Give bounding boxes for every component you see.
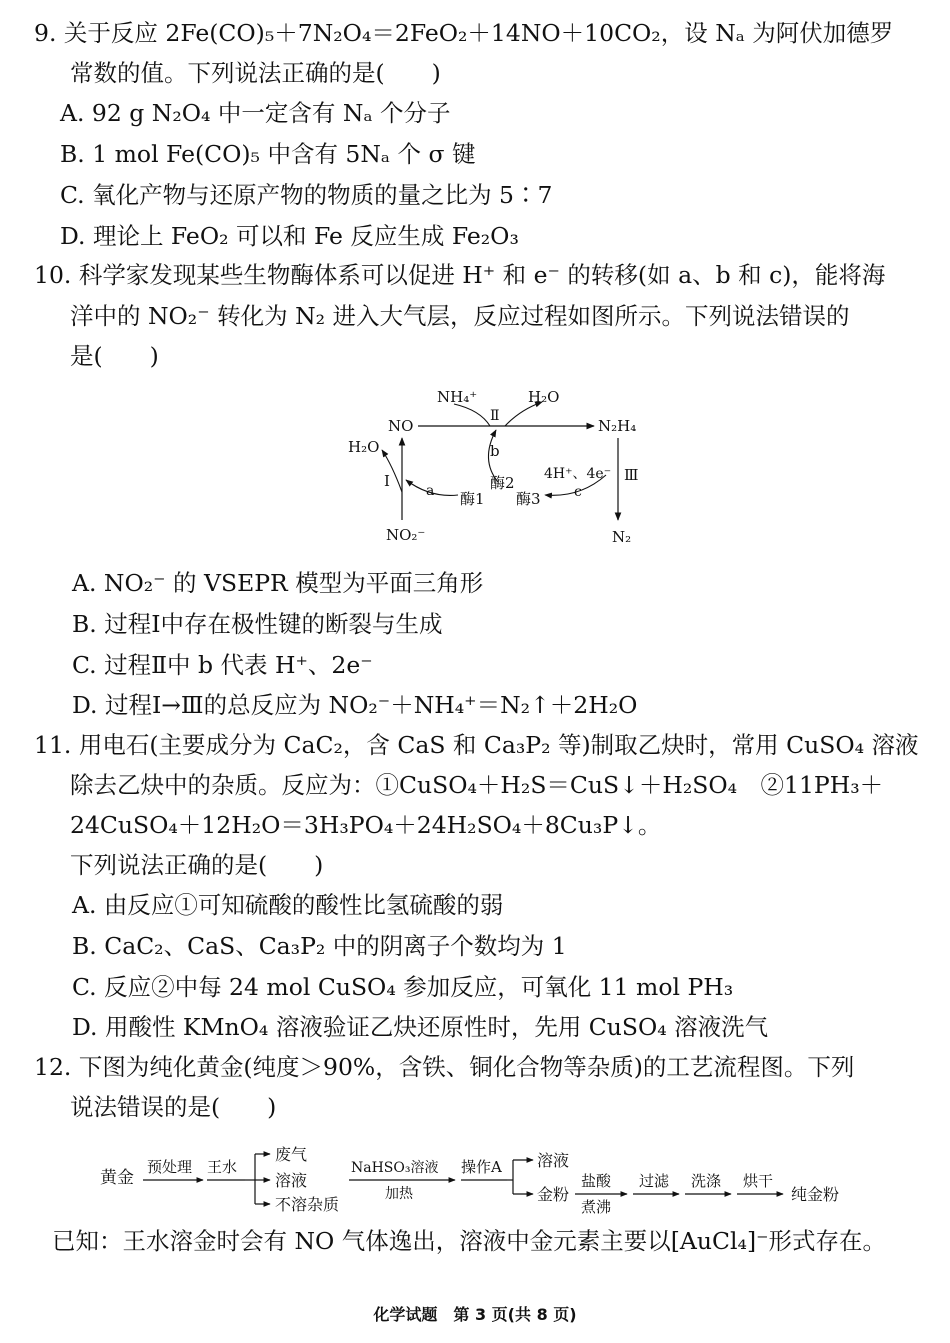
diagram-b: b xyxy=(490,442,500,460)
flow-waste-gas: 废气 xyxy=(275,1145,308,1164)
flow-wash: 洗涤 xyxy=(691,1172,722,1190)
diagram-a: a xyxy=(426,483,435,499)
page-footer: 化学试题 第 3 页(共 8 页) xyxy=(373,1305,577,1324)
flow-op-a: 操作A xyxy=(461,1158,502,1176)
q9-option-b: B. 1 mol Fe(CO)₅ 中含有 5Nₐ 个 σ 键 xyxy=(60,140,476,168)
flow-aqua-regia: 王水 xyxy=(207,1158,238,1176)
q11-option-b: B. CaC₂、CaS、Ca₃P₂ 中的阴离子个数均为 1 xyxy=(72,932,567,960)
diagram-enzyme1: 酶1 xyxy=(460,490,485,508)
diagram-h2o-top: H₂O xyxy=(528,388,560,406)
q10-option-a: A. NO₂⁻ 的 VSEPR 模型为平面三角形 xyxy=(72,569,484,597)
q10-stem-line3: 是( ) xyxy=(70,342,159,370)
q9-option-c: C. 氧化产物与还原产物的物质的量之比为 5∶7 xyxy=(60,181,553,209)
diagram-enzyme2: 酶2 xyxy=(490,474,515,492)
flow-gold-powder: 金粉 xyxy=(537,1185,570,1204)
diagram-nh4: NH₄⁺ xyxy=(437,388,478,406)
q12-known-note: 已知：王水溶金时会有 NO 气体逸出，溶液中金元素主要以[AuCl₄]⁻形式存在。 xyxy=(52,1227,887,1255)
diagram-no: NO xyxy=(388,417,414,435)
diagram-h2o-left: H₂O xyxy=(348,438,380,456)
q9-stem-line2: 常数的值。下列说法正确的是( ) xyxy=(70,59,441,87)
q11-stem-line1: 11. 用电石(主要成分为 CaC₂，含 CaS 和 Ca₃P₂ 等)制取乙炔时，常用 CuSO₄ 溶液 xyxy=(34,731,919,759)
diagram-h-e-label: 4H⁺、4e⁻ xyxy=(544,466,612,482)
diagram-roman3: Ⅲ xyxy=(624,466,639,484)
diagram-roman2: Ⅱ xyxy=(490,408,500,424)
flow-pure-gold: 纯金粉 xyxy=(791,1185,840,1204)
flow-pretreat: 预处理 xyxy=(147,1158,193,1176)
flow-gold: 黄金 xyxy=(100,1168,134,1188)
q9-option-d: D. 理论上 FeO₂ 可以和 Fe 反应生成 Fe₂O₃ xyxy=(60,222,519,250)
diagram-enzyme3: 酶3 xyxy=(516,490,541,508)
q11-option-d: D. 用酸性 KMnO₄ 溶液验证乙炔还原性时，先用 CuSO₄ 溶液洗气 xyxy=(72,1013,769,1041)
q12-stem-line2: 说法错误的是( ) xyxy=(70,1093,277,1121)
diagram-c: c xyxy=(574,484,582,500)
flow-heat: 加热 xyxy=(385,1186,413,1202)
diagram-roman1: Ⅰ xyxy=(384,472,390,490)
q10-stem-line2: 洋中的 NO₂⁻ 转化为 N₂ 进入大气层，反应过程如图所示。下列说法错误的 xyxy=(70,302,850,330)
diagram-n2: N₂ xyxy=(612,528,632,546)
q12-stem-line1: 12. 下图为纯化黄金(纯度＞90%，含铁、铜化合物等杂质)的工艺流程图。下列 xyxy=(34,1053,855,1081)
q11-stem-line3: 24CuSO₄＋12H₂O＝3H₃PO₄＋24H₂SO₄＋8Cu₃P↓。 xyxy=(70,811,662,839)
flow-solution2: 溶液 xyxy=(537,1151,570,1170)
q11-stem-line4: 下列说法正确的是( ) xyxy=(70,851,324,879)
q10-stem-line1: 10. 科学家发现某些生物酶体系可以促进 H⁺ 和 e⁻ 的转移(如 a、b 和 c)，能将海 xyxy=(34,261,886,289)
q9-option-a: A. 92 g N₂O₄ 中一定含有 Nₐ 个分子 xyxy=(60,99,451,127)
q10-reaction-diagram xyxy=(330,380,650,550)
diagram-no2: NO₂⁻ xyxy=(386,526,426,544)
flow-hcl: 盐酸 xyxy=(581,1172,612,1190)
q10-option-c: C. 过程Ⅱ中 b 代表 H⁺、2e⁻ xyxy=(72,651,373,679)
diagram-n2h4: N₂H₄ xyxy=(598,417,637,435)
q11-option-a: A. 由反应①可知硫酸的酸性比氢硫酸的弱 xyxy=(72,891,504,919)
q10-option-b: B. 过程Ⅰ中存在极性键的断裂与生成 xyxy=(72,610,443,638)
flow-filter: 过滤 xyxy=(639,1172,670,1190)
q10-option-d: D. 过程Ⅰ→Ⅲ的总反应为 NO₂⁻＋NH₄⁺＝N₂↑＋2H₂O xyxy=(72,691,638,719)
flow-insoluble: 不溶杂质 xyxy=(275,1195,340,1214)
flow-solution: 溶液 xyxy=(275,1171,308,1190)
flow-boil: 煮沸 xyxy=(581,1198,612,1216)
flow-nahso3: NaHSO₃溶液 xyxy=(351,1160,439,1176)
q11-stem-line2: 除去乙炔中的杂质。反应为：①CuSO₄＋H₂S＝CuS↓＋H₂SO₄ ②11PH₃＋ xyxy=(70,771,884,799)
q12-process-flowchart xyxy=(95,1138,865,1220)
q11-option-c: C. 反应②中每 24 mol CuSO₄ 参加反应，可氧化 11 mol PH₃ xyxy=(72,973,734,1001)
flow-dry: 烘干 xyxy=(743,1172,774,1190)
q9-stem-line1: 9. 关于反应 2Fe(CO)₅＋7N₂O₄＝2FeO₂＋14NO＋10CO₂，设 Nₐ 为阿伏加德罗 xyxy=(34,19,894,47)
